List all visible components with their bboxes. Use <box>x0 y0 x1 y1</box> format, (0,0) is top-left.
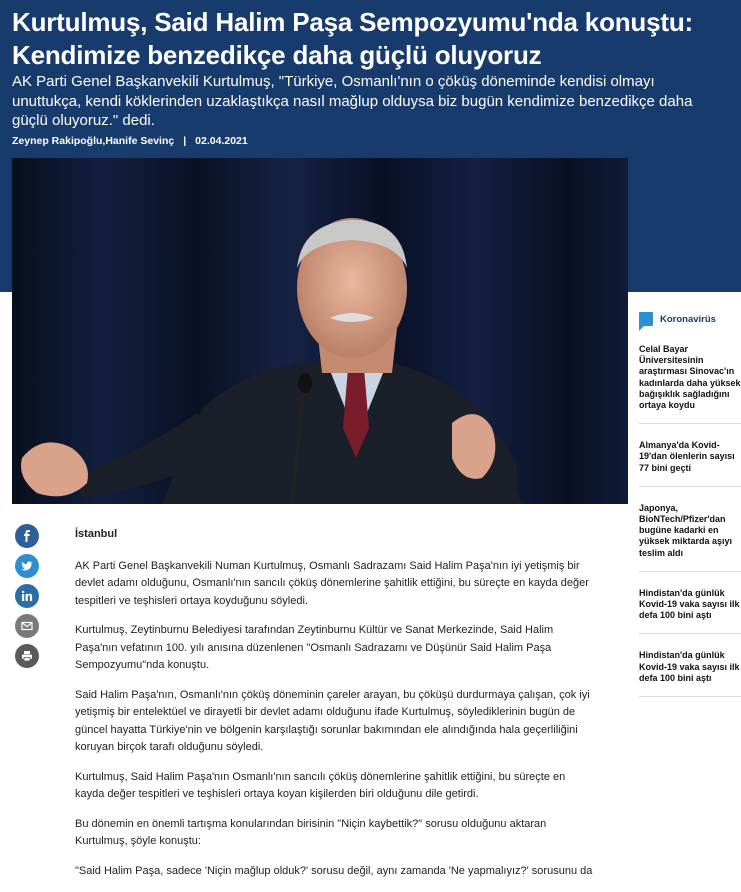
share-linkedin-button[interactable] <box>15 584 39 608</box>
author-names[interactable]: Zeynep Rakipoğlu,Hanife Sevinç <box>12 135 175 147</box>
facebook-icon <box>21 530 33 542</box>
sidebar-news-item[interactable]: Japonya, BioNTech/Pfizer'dan bugüne kadarki en yüksek miktarda aşıyı teslim aldı <box>639 503 741 572</box>
linkedin-icon <box>21 590 33 602</box>
share-email-button[interactable] <box>15 614 39 638</box>
article-paragraph: "Said Halim Paşa, sadece 'Niçin mağlup olduk?' sorusu değil, aynı zamanda 'Ne yapmalıyız?' sorusunu da <box>75 864 593 877</box>
tag-icon <box>639 312 653 326</box>
article-headline <box>12 6 732 72</box>
print-icon <box>21 650 33 662</box>
sidebar-related-news <box>639 312 741 713</box>
article-paragraph: Kurtulmuş, Said Halim Paşa'nın Osmanlı'nın sancılı çöküş dönemlerine şahitlik ettiğini, bu süreçte en kayda değer tespitleri ve teşhisleri ortaya koyan kişilerden biri olduğunu dile getirdi. <box>75 770 566 800</box>
print-button[interactable] <box>15 644 39 668</box>
article-paragraph: AK Parti Genel Başkanvekili Numan Kurtulmuş, Osmanlı Sadrazamı Said Halim Paşa'nın iyi yetişmiş bir devlet adamı olduğunu, Osmanlı'nın sancılı çöküş dönemlerine şahitlik ettiğini, bu süreçte en kayda değer tespitleri ve teşhisleri ortaya koyduğunu söyledi. <box>75 559 589 607</box>
article-city: İstanbul <box>75 528 118 540</box>
sidebar-news-item[interactable]: Almanya'da Kovid-19'dan ölenlerin sayısı 77 bini geçti <box>639 440 741 487</box>
article-byline <box>12 135 248 147</box>
email-icon <box>21 620 33 632</box>
sidebar-header <box>639 312 741 326</box>
sidebar-news-item[interactable]: Hindistan'da günlük Kovid-19 vaka sayısı ilk defa 100 bini aştı <box>639 650 741 697</box>
share-twitter-button[interactable] <box>15 554 39 578</box>
article-paragraph: Bu dönemin en önemli tartışma konularından birisinin "Niçin kaybettik?" sorusu olduğunu aktaran Kurtulmuş, şöyle konuştu: <box>75 817 547 847</box>
article-spot: AK Parti Genel Başkanvekili Kurtulmuş, "Türkiye, Osmanlı'nın o çöküş döneminde kendisi olmayı unuttukça, kendi köklerinden uzaklaştıkça nasıl mağlup olduysa biz bugün kendimize benzedikçe daha güçlü oluyoruz." dedi. <box>12 73 693 129</box>
article-body <box>75 526 595 892</box>
headline-line-2: Kendimize benzedikçe daha güçlü oluyoruz <box>12 40 542 70</box>
share-facebook-button[interactable] <box>15 524 39 548</box>
article-photo <box>12 158 628 504</box>
sidebar-title[interactable]: Koronavirüs <box>660 313 716 325</box>
article-paragraph: Kurtulmuş, Zeytinburnu Belediyesi tarafından Zeytinburnu Kültür ve Sanat Merkezinde, Said Halim Paşa'nın vefatının 100. yılı anısına düzenlenen "Osmanlı Sadrazamı ve Düşünür Said Halim Paşa Sempozyumu"nda konuştu. <box>75 624 554 671</box>
sidebar-news-item[interactable]: Hindistan'da günlük Kovid-19 vaka sayısı ilk defa 100 bini aştı <box>639 588 741 635</box>
byline-separator: | <box>183 135 187 147</box>
article-date: 02.04.2021 <box>195 135 248 147</box>
article-paragraph: Said Halim Paşa'nın, Osmanlı'nın çöküş döneminin çareler arayan, bu çöküşü durdurmaya çalışan, çok iyi yetişmiş bir entelektüel ve dirayetli bir devlet adamı olduğunu ifade Kurtulmuş, söylediklerinin bugün de güncel hayatta Türkiye'nin ve bölgenin karşılaştığı sorunlar bakımından ele alındığında hala geçerliliğini koruyan birçok tarafı olduğunu söyledi. <box>75 688 590 753</box>
sidebar-news-item[interactable]: Celal Bayar Üniversitesinin araştırması Sinovac'ın kadınlarda daha yüksek bağışıklık sağladığını ortaya koydu <box>639 344 741 424</box>
twitter-icon <box>21 560 33 572</box>
headline-line-1: Kurtulmuş, Said Halim Paşa Sempozyumu'nda konuştu: <box>12 7 693 37</box>
